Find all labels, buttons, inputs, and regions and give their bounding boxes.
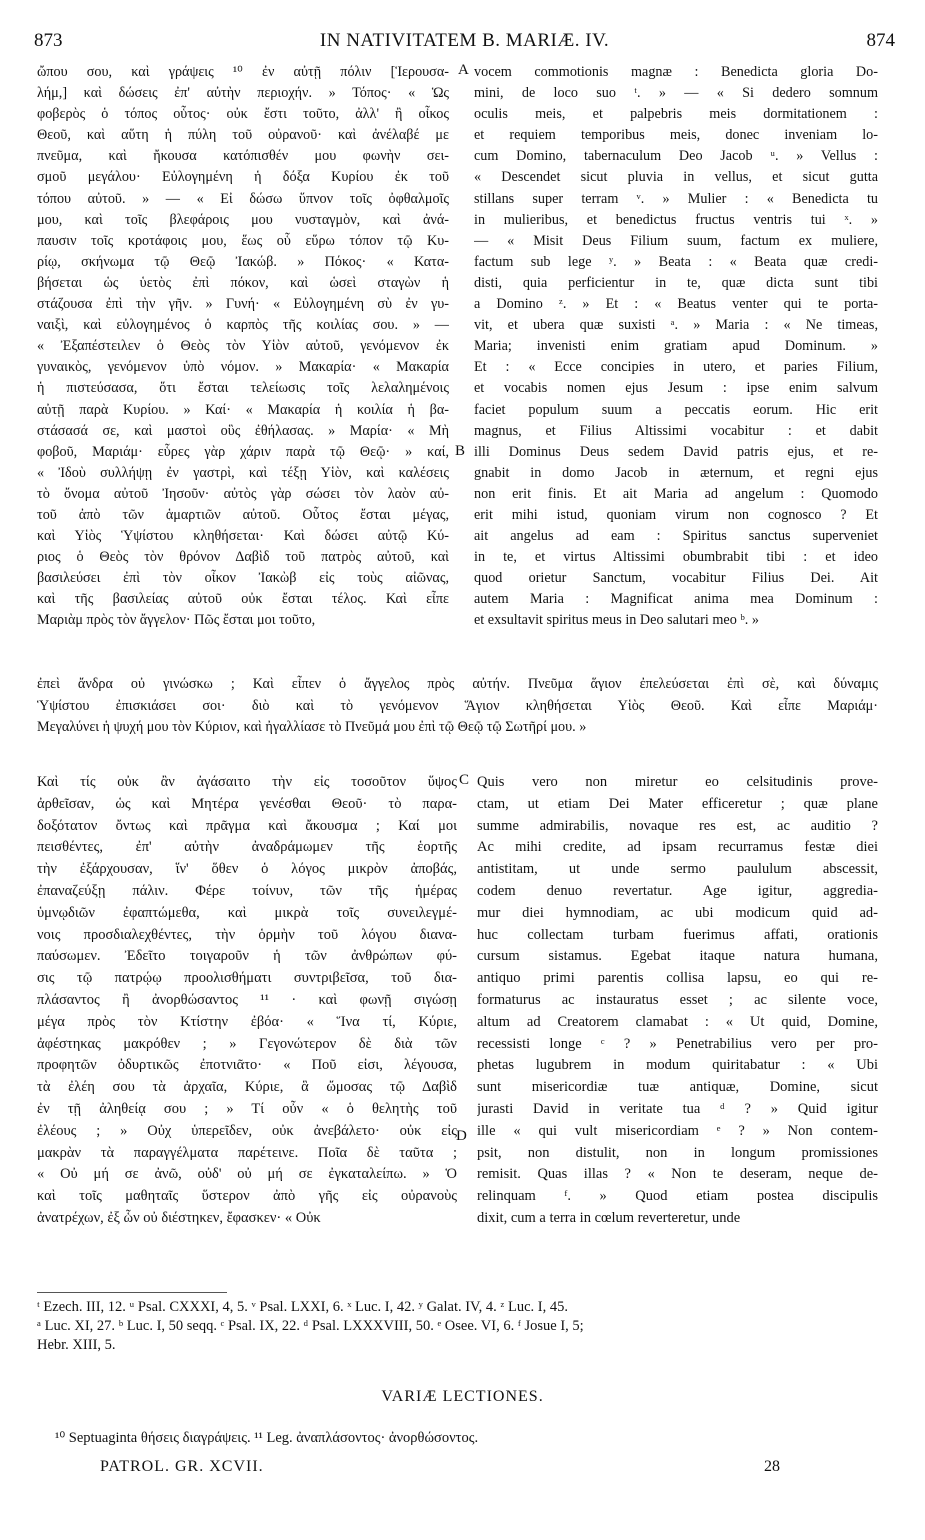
text-line: στάζουσα ἐπὶ τὴν γῆν. » Γυνή· « Εὐλογημένη σὺ ἐν γυ-	[37, 296, 449, 313]
text-line: huc collectam turbam fuerimus affati, orationis	[477, 926, 878, 943]
text-line: Ac mihi credite, ad ipsam recurramus festæ diei	[477, 839, 878, 856]
text-line: codem denuo revertatur. Age igitur, aggredia-	[477, 882, 878, 899]
text-line: gnabit in domo Jacob in æternum, et regni ejus	[474, 464, 878, 481]
text-line: relinquam ᶠ. » Quod etiam postea discipulis	[477, 1188, 878, 1205]
text-line: ναιξὶ, καὶ εὐλογημένος ὁ καρπὸς τῆς κοιλίας σου. » —	[37, 317, 449, 334]
text-line: ἡ πιστεύσασα, ὅτι ἔσται τελείωσις τοῖς λελαλημένοις	[37, 380, 449, 397]
footer-volume: PATROL. GR. XCVII.	[100, 1458, 264, 1475]
text-line: et vocabis nomen ejus Jesum : ipse enim salvum	[474, 380, 878, 397]
text-line: ριος ὁ Θεὸς τὸν θρόνον Δαβὶδ τοῦ πατρὸς αὐτοῦ, καὶ	[37, 549, 449, 566]
text-line: dixit, cum a terra in cœlum reverteretur, unde	[477, 1209, 741, 1226]
text-line: erit mihi istud, quoniam virum non cognosco ? Et	[474, 506, 878, 523]
text-line: recessisti longe ᶜ ? » Penetrabilius vero per pro-	[477, 1035, 878, 1052]
text-line: antistitam, ut unde sermo paululum abscessit,	[477, 861, 878, 878]
text-line: altum ad Creatorem clamabat : « Ut quid, Domine,	[477, 1013, 878, 1030]
text-line: in te, et virtus Altissimi obumbrabit tibi : et ideo	[474, 549, 878, 566]
text-line: τοῦ ἀπὸ τῶν ἁμαρτιῶν αὐτοῦ. Οὗτος ἔσται μέγας,	[37, 506, 449, 523]
text-line: in mulieribus, et benedictus fructus ventris tui ˣ. »	[474, 211, 878, 228]
text-line: λήμ,] καὶ δώσεις ἐπ' αὐτὴν περιοχήν. » Τόπος· « Ὡς	[37, 85, 449, 102]
variae-lectiones-text: ¹⁰ Septuaginta θήσεις διαγράψεις. ¹¹ Leg. ἀναπλάσοντος· ἀνορθώσοντος.	[55, 1430, 479, 1446]
latin-column-bottom	[477, 772, 878, 1230]
footnotes	[37, 1298, 887, 1355]
greek-column-top	[37, 62, 449, 632]
footnote-line: Hebr. XIII, 5.	[37, 1337, 116, 1353]
text-line: καὶ Υἱὸς Ὑψίστου κληθήσεται· Καὶ δώσει αὐτῷ Κύ-	[37, 528, 449, 545]
text-line: ἐπεὶ ἄνδρα οὐ γινώσκω ; Καὶ εἶπεν ὁ ἄγγελος πρὸς αὐτήν. Πνεῦμα ἅγιον ἐπελεύσεται ἐπὶ σὲ, καὶ δύναμις	[37, 676, 878, 692]
variae-lectiones-title: VARIÆ LECTIONES.	[381, 1388, 544, 1405]
latin-column-top	[474, 62, 878, 632]
footer-signature: 28	[764, 1458, 780, 1475]
text-line: magnus, et Filius Altissimi vocabitur : et dabit	[474, 422, 878, 439]
text-line: jurasti David in veritate tua ᵈ ? » Quid igitur	[477, 1100, 878, 1117]
text-line: νοις προσδιαλεχθέντες, τὴν ὁρμὴν τοῦ λόγου διανα-	[37, 926, 457, 943]
margin-letter-a: A	[458, 62, 469, 78]
text-line: δοξότατον ὄντως καὶ πρᾶγμα καὶ ἄκουσμα ; Καί μοι	[37, 817, 457, 834]
text-line: ἀνατρέχων, ἐξ ὧν οὐ διέστηκεν, ἔφασκεν· « Οὐκ	[37, 1209, 321, 1226]
text-line: summe admirabilis, novaque res est, ac auditio ?	[477, 817, 878, 834]
text-line: στάσασά σε, καὶ μαστοὶ οὓς ἐθήλασας. » Μαρία· « Μὴ	[37, 422, 449, 439]
text-line: αὐτῇ παρὰ Κυρίου. » Καί· « Μακαρία ἡ κοιλία ἡ βα-	[37, 401, 449, 418]
text-line: illi Dominus Deus sedem David patris ejus, et re-	[474, 443, 878, 460]
text-line: « Ἰδοὺ συλλήψῃ ἐν γαστρὶ, καὶ τέξῃ Υἱὸν, καὶ καλέσεις	[37, 464, 449, 481]
text-line: faciet populum suum a peccatis eorum. Hic erit	[474, 401, 878, 418]
text-line: βήσεται ὡς ὑετὸς ἐπὶ πόκον, καὶ ὡσεὶ σταγὼν ἡ	[37, 274, 449, 291]
text-line: καὶ τοῖς μαθηταῖς ὕστερον ἀπὸ γῆς εἰς οὐρανοὺς	[37, 1188, 457, 1205]
text-line: mur diei hymnodiam, ac ubi modicum quid ad-	[477, 904, 878, 921]
text-line: ἐπαναζεύξῃ πάλιν. Φέρε τοίνυν, τῶν τῆς ἡμέρας	[37, 882, 457, 899]
text-line: Καὶ τίς οὐκ ἂν ἀγάσαιτο τὴν εἰς τοσοῦτον ὕψος	[37, 774, 457, 790]
running-header	[34, 30, 895, 58]
text-line: « Ἐξαπέστειλεν ὁ Θεὸς τὸν Υἱὸν αὐτοῦ, γενόμενον ἐκ	[37, 338, 449, 355]
footnote-line: ᵃ Luc. XI, 27. ᵇ Luc. I, 50 seqq. ᶜ Psal. IX, 22. ᵈ Psal. LXXXVIII, 50. ᵉ Osee. VI, 6. ᶠ Josue I, 5;	[37, 1318, 584, 1334]
text-line: Maria; invenisti enim gratiam apud Dominum. »	[474, 338, 878, 355]
text-line: — « Misit Deus Filium suum, factum ex muliere,	[474, 232, 878, 249]
text-line: ἐλέους ; » Οὐχ ὑπερεῖδεν, οὐκ ἀνεβάλετο· οὐκ εἰς	[37, 1122, 457, 1139]
text-line: disti, quia perficientur in te, quæ dicta sunt tibi	[474, 274, 878, 291]
text-line: et requiem temporibus meis, donec inveniam lo-	[474, 127, 878, 144]
right-page-number: 874	[866, 30, 895, 51]
text-line: ille « qui vult misericordiam ᵉ ? » Non contem-	[477, 1122, 878, 1139]
text-line: πλάσαντος ἢ ἀνορθώσαντος ¹¹ · καὶ φωνῇ σιγώσῃ	[37, 991, 457, 1008]
text-line: σμοῦ μεγάλου· Εὐλογημένη ἡ δόξα Κυρίου ἐκ τοῦ	[37, 169, 449, 186]
text-line: γυναικὸς, γενόμενον ὑπὸ νόμον. » Μακαρία· « Μακαρία	[37, 359, 449, 376]
text-line: Et : « Ecce concipies in utero, et paries Filium,	[474, 359, 878, 376]
text-line: προφητῶν ὀδυρτικῶς ἐποτνιᾶτο· « Ποῦ εἰσι, λέγουσα,	[37, 1057, 457, 1074]
text-line: ctam, ut etiam Dei Mater efficeretur ; quæ plane	[477, 795, 878, 812]
text-line: autem Maria : Magnificat anima mea Dominum :	[474, 591, 878, 608]
text-line: ἀφέστηκας μακρόθεν ; » Γεγονώτερον δὲ διὰ τῶν	[37, 1035, 457, 1052]
greek-full-width	[37, 674, 878, 739]
text-line: παύσωμεν. Ἐδεῖτο τοιγαροῦν ἡ τῶν ἀνθρώπων φύ-	[37, 948, 457, 965]
text-line: phetas lugubrem in modum quiritabatur : « Ubi	[477, 1057, 878, 1074]
running-title: IN NATIVITATEM B. MARIÆ. IV.	[319, 30, 610, 51]
text-line: antiquo primi parentis collisa lapsu, eo qui re-	[477, 970, 878, 987]
text-line: παυσιν τοῖς κροτάφοις μου, ἕως οὗ εὕρω τόπον τῷ Κυ-	[37, 232, 449, 249]
text-line: vocem commotionis magnæ : Benedicta gloria Do-	[474, 64, 878, 80]
text-line: et exsultavit spiritus meus in Deo salutari meo ᵇ. »	[474, 612, 759, 629]
text-line: τόπου αὐτοῦ. » — « Εἰ δώσω ὕπνον τοῖς ὀφθαλμοῖς	[37, 190, 449, 207]
greek-column-bottom	[37, 772, 457, 1230]
text-line: ὤπου σου, καὶ γράψεις ¹⁰ ἐν αὐτῇ πόλιν [Ἱερουσα-	[37, 64, 449, 80]
text-line: « Descendet sicut pluvia in vellus, et sicut gutta	[474, 169, 878, 186]
text-line: φοβοῦ, Μαριάμ· εὗρες γὰρ χάριν παρὰ τῷ Θεῷ· » καί,	[37, 443, 449, 460]
text-line: sunt misericordiæ tuæ antiquæ, Domine, sicut	[477, 1079, 878, 1096]
footnote-line: ᵗ Ezech. III, 12. ᵘ Psal. CXXXI, 4, 5. ᵛ Psal. LXXI, 6. ˣ Luc. I, 42. ʸ Galat. IV, 4. ᶻ Luc. I, 45.	[37, 1299, 568, 1315]
margin-letter-c: C	[459, 772, 470, 788]
text-line: πεισθέντες, ἐπ' αὐτὴν ἀναδράμωμεν τῆς ἑορτῆς	[37, 839, 457, 856]
text-line: τὸ ὄνομα αὐτοῦ Ἰησοῦν· αὐτὸς γὰρ σώσει τὸν λαὸν αὐ-	[37, 485, 449, 502]
text-line: μέγα πρὸς τὸν Κτίστην ἐβόα· « Ἵνα τί, Κύριε,	[37, 1013, 457, 1030]
text-line: mini, de loco suo ᵗ. » — « Si dedero somnum	[474, 85, 878, 102]
footnote-rule	[37, 1292, 227, 1293]
margin-letter-d: D	[456, 1128, 467, 1144]
text-line: ὑμνῳδιῶν ἐφαπτώμεθα, καὶ μικρὰ τοῖς συνειλεγμέ-	[37, 904, 457, 921]
text-line: ρίῳ, σκήνωμα τῷ Θεῷ Ἰακώβ. » Πόκος· « Κατα-	[37, 253, 449, 270]
text-line: σις τῷ πατρῴῳ προολισθήματι συντριβεῖσα, τοῦ δια-	[37, 970, 457, 987]
text-line: non erit finis. Et ait Maria ad angelum : Quomodo	[474, 485, 878, 502]
text-line: Μαριὰμ πρὸς τὸν ἄγγελον· Πῶς ἔσται μοι τοῦτο,	[37, 612, 316, 629]
text-line: « Οὐ μή σε ἀνῶ, οὐδ' οὐ μή σε ἐγκαταλείπω. » Ὁ	[37, 1166, 457, 1183]
text-line: τὰ ἐλέη σου τὰ ἀρχαῖα, Κύριε, ἃ ὤμοσας τῷ Δαβὶδ	[37, 1079, 457, 1096]
text-line: βασιλεύσει ἐπὶ τὸν οἶκον Ἰακὼβ εἰς τοὺς αἰῶνας,	[37, 570, 449, 587]
text-line: Μεγαλύνει ἡ ψυχή μου τὸν Κύριον, καὶ ἠγαλλίασε τὸ Πνεῦμά μου ἐπὶ τῷ Θεῷ τῷ Σωτῆρί μου. »	[37, 719, 587, 735]
text-line: ait angelus ad eam : Spiritus sanctus superveniet	[474, 528, 878, 545]
text-line: factum sub lege ʸ. » Beata : « Beata quæ credi-	[474, 253, 878, 270]
text-line: formaturus ac instauratus esset ; ac silente voce,	[477, 991, 878, 1008]
left-page-number: 873	[34, 30, 63, 51]
text-line: quod orietur Sanctum, vocabitur Filius Dei. Ait	[474, 570, 878, 587]
text-line: πνεῦμα, καὶ ἤκουσα κατόπισθέν μου φωνὴν σει-	[37, 148, 449, 165]
text-line: Ὑψίστου ἐπισκιάσει σοι· διὸ καὶ τὸ γενόμενον Ἅγιον κληθήσεται Υἱὸς Θεοῦ. Καὶ εἶπε Μαριάμ·	[37, 697, 878, 714]
text-line: μου, καὶ τοῖς βλεφάροις μου νυσταγμὸν, καὶ ἀνά-	[37, 211, 449, 228]
text-line: ἀρθεῖσαν, ὡς καὶ Μητέρα γενέσθαι Θεοῦ· τὸ παρα-	[37, 795, 457, 812]
text-line: τὴν ἐξάρχουσαν, ἵν' ὅθεν ὁ λόγος μικρὸν ἀποβάς,	[37, 861, 457, 878]
text-line: Θεοῦ, καὶ αὕτη ἡ πύλη τοῦ οὐρανοῦ· καὶ ἀνέλαβέ με	[37, 127, 449, 144]
text-line: cursum sistamus. Egebat itaque natura humana,	[477, 948, 878, 965]
text-line: a Domino ᶻ. » Et : « Beatus venter qui te porta-	[474, 296, 878, 313]
text-line: psit, non distulit, non in longum promissiones	[477, 1144, 878, 1161]
text-line: vit, et ubera quæ suxisti ᵃ. » Maria : « Ne timeas,	[474, 317, 878, 334]
text-line: Quis vero non miretur eo celsitudinis prove-	[477, 774, 878, 790]
text-line: cum Domino, tabernaculum Deo Jacob ᵘ. » Vellus :	[474, 148, 878, 165]
text-line: φοβερὸς ὁ τόπος οὗτος· οὐκ ἔστι τοῦτο, ἀλλ' ἢ οἶκος	[37, 106, 449, 123]
text-line: ἐν τῇ ἀληθείᾳ σου ; » Τί οὖν « ὁ θελητὴς τοῦ	[37, 1100, 457, 1117]
text-line: stillans super terram ᵛ. » Mulier : « Benedicta tu	[474, 190, 878, 207]
margin-letter-b: B	[455, 443, 466, 459]
text-line: καὶ τῆς βασιλείας αὐτοῦ οὐκ ἔσται τέλος. Καὶ εἶπε	[37, 591, 449, 608]
text-line: μακρὰν τὰ παραγγέλματα παρέτεινε. Ποῖα δὲ ταῦτα ;	[37, 1144, 457, 1161]
text-line: oculis meis, et palpebris meis dormitationem :	[474, 106, 878, 123]
text-line: remisit. Quas illas ? « Non te deseram, neque de-	[477, 1166, 878, 1183]
